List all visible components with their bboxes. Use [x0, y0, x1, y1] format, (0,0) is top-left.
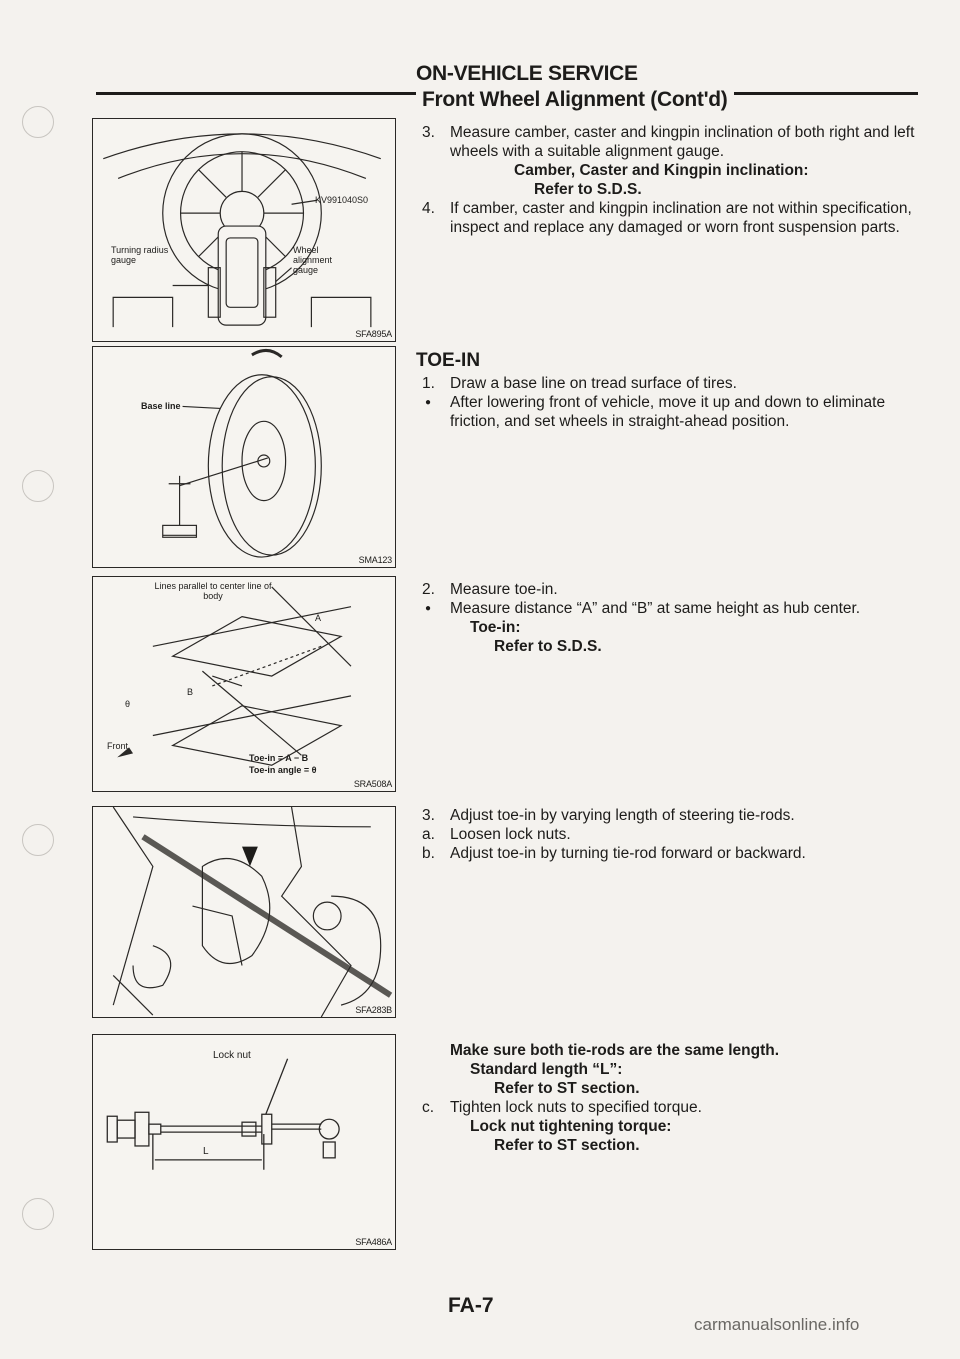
step-number: 1.: [422, 375, 435, 392]
figure-steering-tie-rod: [92, 806, 396, 1018]
toe-in-formula-label: Toe-in = A − B: [249, 753, 309, 763]
tire-base-line-illustration: [93, 347, 395, 567]
bullet-text: After lowering front of vehicle, move it up and down to eliminate friction, and set wheels in straight-ahead position.: [450, 394, 886, 430]
dimension-a-label: A: [315, 613, 322, 623]
punch-hole-4: [22, 1198, 54, 1230]
lock-nut-label: Lock nut: [213, 1050, 251, 1061]
text-block-camber: [416, 123, 920, 237]
figure-base-line: [92, 346, 396, 568]
step-letter: b.: [422, 845, 435, 862]
figure-toe-in-measurement: [92, 576, 396, 792]
spec-camber-value: Refer to S.D.S.: [534, 181, 642, 198]
spec-toe-in-label: Toe-in:: [470, 619, 521, 636]
step-number: 3.: [422, 807, 435, 824]
watermark-text: carmanualsonline.info: [694, 1315, 860, 1334]
bullet-lower-vehicle: [416, 393, 920, 431]
bullet-mark: ●: [425, 397, 432, 408]
page-header: [96, 58, 918, 110]
bullet-text: Measure distance “A” and “B” at same height as hub center.: [450, 600, 861, 617]
bullet-mark: ●: [425, 603, 432, 614]
wheel-gauge-illustration: [93, 119, 395, 341]
step-text: Draw a base line on tread surface of tires.: [450, 375, 737, 392]
note-same-length: Make sure both tie-rods are the same length.: [450, 1042, 780, 1059]
figure-code: SFA283B: [355, 1005, 392, 1015]
turning-radius-gauge-label: Turning radius gauge: [111, 245, 169, 265]
wheel-alignment-gauge-label: Wheel alignment gauge: [293, 245, 333, 275]
step-a-loosen: [416, 825, 920, 844]
step-c-tighten: [416, 1098, 920, 1117]
step-3-adjust-toe-in: [416, 806, 920, 825]
step-number: 4.: [422, 200, 435, 217]
text-block-toe-in: [416, 351, 920, 431]
step-b-adjust: [416, 844, 920, 863]
punch-hole-3: [22, 824, 54, 856]
step-3-measure-camber: [416, 123, 920, 161]
bullet-measure-distance: [416, 599, 920, 618]
punch-hole-2: [22, 470, 54, 502]
step-text: Tighten lock nuts to specified torque.: [450, 1099, 702, 1116]
figure-code: SRA508A: [353, 779, 392, 789]
step-letter: a.: [422, 826, 435, 843]
step-text: Loosen lock nuts.: [450, 826, 571, 843]
spec-standard-length-value: Refer to ST section.: [494, 1080, 640, 1097]
toe-in-angle-label: Toe-in angle = θ: [249, 765, 317, 775]
step-text: Measure toe-in.: [450, 581, 558, 598]
step-text: Measure camber, caster and kingpin inclination of both right and left wheels with a suitable alignment gauge.: [450, 124, 915, 160]
toe-in-diagram: [93, 577, 395, 791]
subsection-title: Front Wheel Alignment (Cont'd): [416, 88, 734, 112]
step-text: Adjust toe-in by varying length of steering tie-rods.: [450, 807, 795, 824]
figure-code: SFA895A: [355, 329, 392, 339]
step-2-measure-toe-in: [416, 580, 920, 599]
dimension-b-label: B: [187, 687, 194, 697]
section-title: ON-VEHICLE SERVICE: [416, 62, 638, 85]
figure-alignment-gauge: [92, 118, 396, 342]
toe-in-heading: TOE-IN: [416, 350, 481, 371]
page-number: FA-7: [448, 1294, 494, 1317]
tool-number-label: KV991040S0: [315, 195, 369, 205]
punch-hole-1: [22, 106, 54, 138]
figure-tie-rod-length: [92, 1034, 396, 1250]
step-text: If camber, caster and kingpin inclination are not within specification, inspect and replace any damaged or worn front suspension parts.: [450, 200, 912, 236]
figure-code: SFA486A: [355, 1237, 392, 1247]
text-block-adjust-toe-in: [416, 806, 920, 863]
spec-camber-label: Camber, Caster and Kingpin inclination:: [514, 162, 809, 179]
spec-torque-value: Refer to ST section.: [494, 1137, 640, 1154]
step-1-base-line: [416, 374, 920, 393]
spec-toe-in-value: Refer to S.D.S.: [494, 638, 602, 655]
spec-torque-label: Lock nut tightening torque:: [470, 1118, 672, 1135]
tie-rod-length-diagram: [93, 1035, 395, 1249]
step-number: 2.: [422, 581, 435, 598]
length-l-label: L: [203, 1146, 209, 1157]
figure-code: SMA123: [358, 555, 392, 565]
step-text: Adjust toe-in by turning tie-rod forward or backward.: [450, 845, 806, 862]
theta-label: θ: [125, 699, 131, 709]
tie-rod-illustration: [93, 807, 395, 1017]
front-label: Front: [107, 741, 129, 751]
step-4-inspect: [416, 199, 920, 237]
step-letter: c.: [422, 1099, 435, 1116]
text-block-tie-rod-length: [416, 1041, 920, 1155]
base-line-label: Base line: [141, 401, 181, 411]
parallel-lines-label: Lines parallel to center line of body: [154, 581, 272, 601]
spec-standard-length-label: Standard length “L”:: [470, 1061, 623, 1078]
text-block-measure-toe-in: [416, 580, 920, 656]
step-number: 3.: [422, 124, 435, 141]
